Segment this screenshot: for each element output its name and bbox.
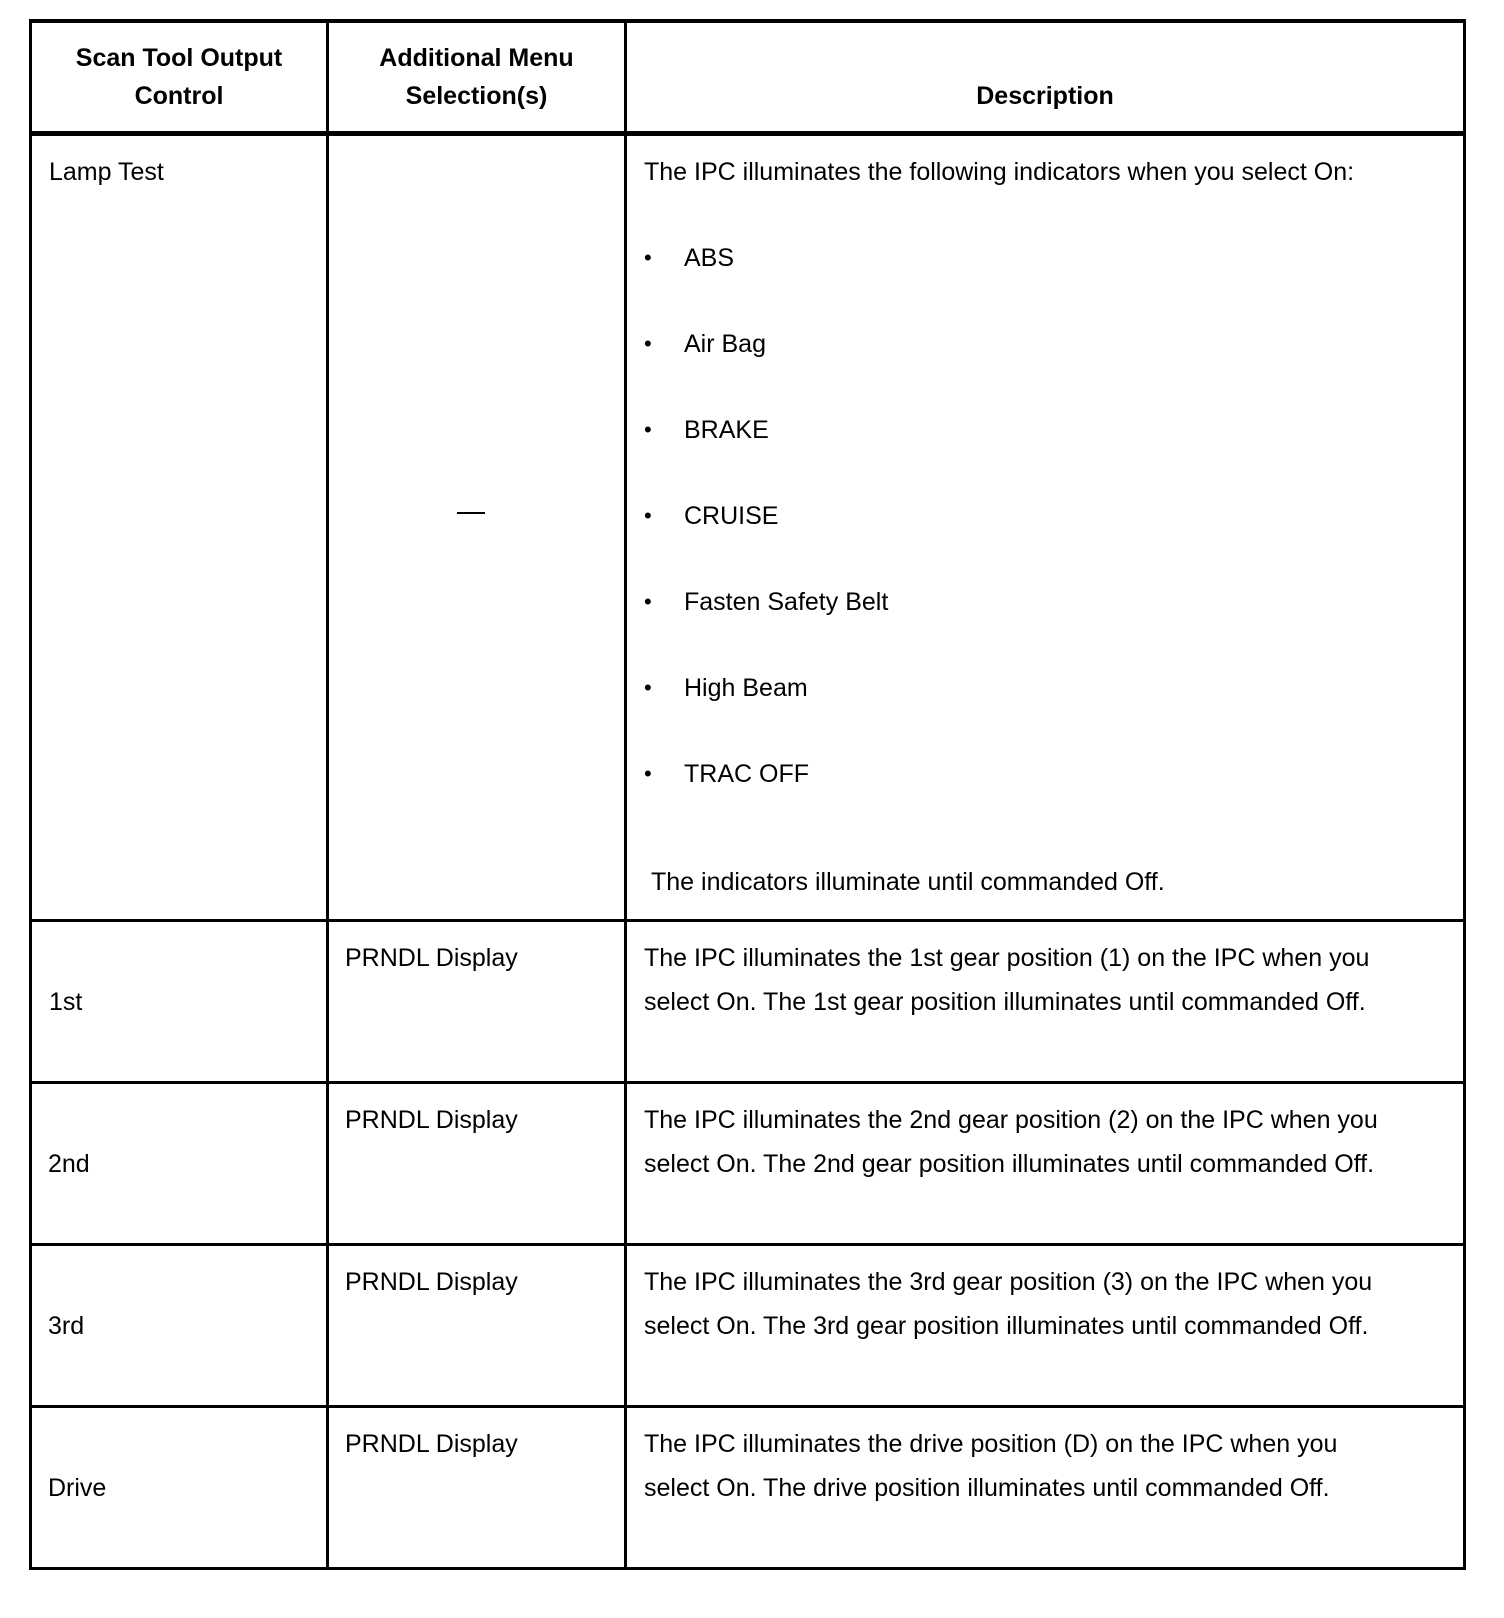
table-row-3rd xyxy=(31,1245,1465,1407)
table-row-2nd xyxy=(31,1083,1465,1245)
header-col1-line1: Scan Tool Output xyxy=(75,44,283,72)
cell-description xyxy=(626,921,1465,1083)
cell-menu-selection xyxy=(328,1245,626,1407)
control-label: Lamp Test xyxy=(49,158,164,186)
description-outro: The indicators illuminate until commanded Off. xyxy=(651,868,1165,896)
cell-description xyxy=(626,1083,1465,1245)
bullet-icon: • xyxy=(644,589,652,614)
cell-description xyxy=(626,1407,1465,1569)
output-control-table xyxy=(29,19,1466,1570)
control-label: 3rd xyxy=(48,1312,85,1340)
description-intro: The IPC illuminates the following indicators when you select On: xyxy=(644,158,1355,186)
indicator-label: BRAKE xyxy=(684,416,769,444)
bullet-icon: • xyxy=(644,417,652,442)
header-col3: Description xyxy=(976,82,1114,110)
cell-menu-selection xyxy=(328,134,626,921)
cell-menu-selection xyxy=(328,1083,626,1245)
header-scan-tool-output-control xyxy=(31,21,328,134)
menu-selection-dash xyxy=(457,490,459,492)
dash-mark xyxy=(457,512,485,514)
indicator-label: TRAC OFF xyxy=(684,760,809,788)
header-col2-line1: Additional Menu xyxy=(379,44,574,72)
bullet-icon: • xyxy=(644,675,652,700)
indicator-label: Fasten Safety Belt xyxy=(684,588,889,616)
description-text: The IPC illuminates the 3rd gear position (3) on the IPC when you select On. The 3rd gear position illuminates until commanded Off. xyxy=(644,1268,1373,1340)
description-text: The IPC illuminates the 2nd gear position (2) on the IPC when you select On. The 2nd gear position illuminates until commanded Off. xyxy=(644,1106,1378,1178)
bullet-icon: • xyxy=(644,331,652,356)
header-description xyxy=(626,21,1465,134)
cell-description xyxy=(626,134,1465,921)
menu-selection-label: PRNDL Display xyxy=(345,1268,518,1296)
control-label: 1st xyxy=(49,988,83,1016)
indicator-label: ABS xyxy=(684,244,735,272)
cell-control xyxy=(31,1245,328,1407)
control-label: Drive xyxy=(48,1474,107,1502)
cell-menu-selection xyxy=(328,921,626,1083)
header-additional-menu-selections xyxy=(328,21,626,134)
header-row xyxy=(31,21,1465,134)
cell-control xyxy=(31,134,328,921)
cell-control xyxy=(31,921,328,1083)
cell-description xyxy=(626,1245,1465,1407)
header-col2-line2: Selection(s) xyxy=(405,82,548,110)
cell-control xyxy=(31,1407,328,1569)
table-row-1st xyxy=(31,921,1465,1083)
menu-selection-label: PRNDL Display xyxy=(345,1106,518,1134)
table-row-drive xyxy=(31,1407,1465,1569)
cell-control xyxy=(31,1083,328,1245)
description-text: The IPC illuminates the 1st gear position (1) on the IPC when you select On. The 1st gear position illuminates until commanded Off. xyxy=(644,944,1370,1016)
control-label: 2nd xyxy=(48,1150,90,1178)
indicator-label: Air Bag xyxy=(684,330,766,358)
table-row-lamp-test xyxy=(31,134,1465,921)
bullet-icon: • xyxy=(644,245,652,270)
menu-selection-label: PRNDL Display xyxy=(345,1430,518,1458)
menu-selection-label: PRNDL Display xyxy=(345,944,518,972)
header-col1-line2: Control xyxy=(134,82,224,110)
bullet-icon: • xyxy=(644,503,652,528)
description-text: The IPC illuminates the drive position (D) on the IPC when you select On. The drive position illuminates until commanded Off. xyxy=(644,1430,1338,1502)
cell-menu-selection xyxy=(328,1407,626,1569)
bullet-icon: • xyxy=(644,761,652,786)
indicator-label: CRUISE xyxy=(684,502,779,530)
indicator-label: High Beam xyxy=(684,674,808,702)
